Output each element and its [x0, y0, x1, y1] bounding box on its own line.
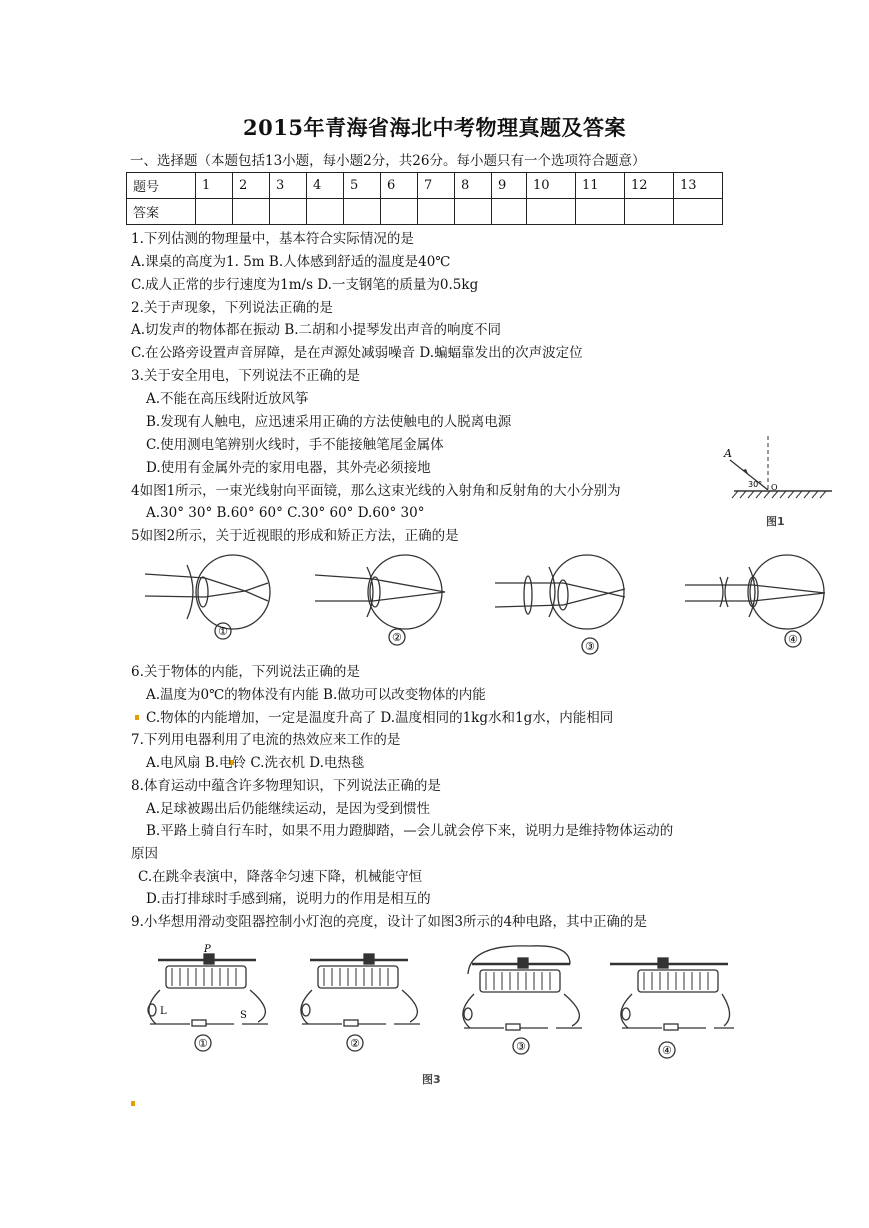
question-options: A.30° 30° B.60° 60° C.30° 60° D.60° 30°: [146, 505, 425, 521]
question-option: B.发现有人触电，应迅速采用正确的方法使触电的人脱离电源: [146, 414, 512, 430]
slider-label: P: [204, 944, 211, 955]
table-row: [127, 173, 723, 199]
answer-table: [126, 172, 723, 225]
switch-label: S: [240, 1010, 247, 1021]
question-option: D.击打排球时手感到痛，说明力的作用是相互的: [146, 891, 431, 907]
table-cell: 9: [492, 173, 527, 199]
answer-cell[interactable]: [270, 199, 307, 225]
eye-diagram-4: [685, 555, 825, 647]
question-text: 5如图2所示，关于近视眼的形成和矫正方法，正确的是: [131, 528, 459, 544]
table-row: [127, 199, 723, 225]
question-option: C.使用测电笔辨别火线时，手不能接触笔尾金属体: [146, 437, 444, 453]
mirror-hatching: [732, 491, 826, 498]
section-header: 一、选择题（本题包括13小题，每小题2分，共26分。每小题只有一个选项符合题意）: [130, 153, 646, 169]
circuit-diagram-3: [463, 946, 582, 1054]
table-cell: 答案: [127, 199, 196, 225]
question-option: A.足球被踢出后仍能继续运动，是因为受到惯性: [146, 801, 431, 817]
question-options: A.电风扇 B.电铃 C.洗衣机 D.电热毯: [146, 755, 365, 771]
question-option: 原因: [131, 846, 158, 862]
circuit-diagram-4: [610, 958, 734, 1058]
circuit-label: ②: [350, 1037, 360, 1050]
circuit-label: ④: [662, 1044, 672, 1057]
table-cell: 7: [418, 173, 455, 199]
question-option: B.平路上骑自行车时，如果不用力蹬脚踏，—会儿就会停下来，说明力是维持物体运动的: [146, 823, 674, 839]
question-option: D.使用有金属外壳的家用电器，其外壳必须接地: [146, 460, 431, 476]
eye-diagram-2: [315, 555, 445, 645]
answer-cell[interactable]: [492, 199, 527, 225]
question-text: 8.体育运动中蕴含许多物理知识，下列说法正确的是: [131, 778, 441, 794]
answer-cell[interactable]: [418, 199, 455, 225]
ray-arrow-icon: [743, 469, 749, 476]
table-cell: 4: [307, 173, 344, 199]
circuit-label: ③: [516, 1040, 526, 1053]
question-options: A.课桌的高度为1. 5m B.人体感到舒适的温度是40℃: [131, 254, 451, 270]
circuit-diagram-2: [301, 954, 420, 1051]
table-cell: 10: [527, 173, 576, 199]
table-cell: 1: [196, 173, 233, 199]
circuit-diagram-1: [148, 954, 268, 1051]
page-title: 2015年青海省海北中考物理真题及答案: [243, 115, 626, 140]
figure-3-circuit-diagrams: [130, 940, 740, 1090]
question-text: 2.关于声现象，下列说法正确的是: [131, 300, 333, 316]
table-cell: 6: [381, 173, 418, 199]
answer-cell[interactable]: [576, 199, 625, 225]
answer-cell[interactable]: [196, 199, 233, 225]
table-cell: 12: [625, 173, 674, 199]
eye-label: ①: [218, 625, 228, 638]
answer-cell[interactable]: [527, 199, 576, 225]
question-options: A.切发声的物体都在振动 B.二胡和小提琴发出声音的响度不同: [131, 322, 502, 338]
eye-diagram-3: [495, 555, 625, 654]
answer-cell[interactable]: [344, 199, 381, 225]
stray-mark: [131, 1101, 135, 1106]
eye-label: ③: [585, 640, 595, 653]
point-o-label: O: [771, 483, 778, 492]
figure-1-mirror-diagram: [716, 436, 838, 532]
question-text: 1.下列估测的物理量中，基本符合实际情况的是: [131, 231, 414, 247]
answer-cell[interactable]: [233, 199, 270, 225]
table-cell: 3: [270, 173, 307, 199]
question-text: 9.小华想用滑动变阻器控制小灯泡的亮度，设计了如图3所示的4种电路，其中正确的是: [131, 914, 648, 930]
answer-cell[interactable]: [625, 199, 674, 225]
stray-mark: [135, 715, 139, 720]
answer-cell[interactable]: [455, 199, 492, 225]
question-text: 7.下列用电器利用了电流的热效应来工作的是: [131, 732, 401, 748]
question-options: C.成人正常的步行速度为1m/s D.一支钢笔的质量为0.5kg: [131, 277, 479, 293]
table-cell: 题号: [127, 173, 196, 199]
answer-cell[interactable]: [381, 199, 418, 225]
eye-label: ②: [392, 631, 402, 644]
answer-cell[interactable]: [307, 199, 344, 225]
answer-cell[interactable]: [674, 199, 723, 225]
circuit-label: ①: [198, 1037, 208, 1050]
question-text: 4如图1所示，一束光线射向平面镜，那么这束光线的入射角和反射角的大小分别为: [131, 483, 621, 499]
figure-caption: 图1: [766, 515, 785, 528]
question-text: 3.关于安全用电，下列说法不正确的是: [131, 368, 360, 384]
eye-diagram-1: [145, 555, 270, 639]
table-cell: 13: [674, 173, 723, 199]
question-option: A.不能在高压线附近放风筝: [146, 391, 309, 407]
question-options: C.物体的内能增加，一定是温度升高了 D.温度相同的1kg水和1g水，内能相同: [146, 710, 614, 726]
lamp-label: L: [160, 1006, 167, 1017]
figure-2-eye-diagrams: [145, 545, 835, 660]
table-cell: 5: [344, 173, 381, 199]
question-options: A.温度为0℃的物体没有内能 B.做功可以改变物体的内能: [146, 687, 486, 703]
point-a-label: A: [724, 447, 732, 460]
question-option: C.在跳伞表演中，降落伞匀速下降，机械能守恒: [138, 869, 423, 885]
question-options: C.在公路旁设置声音屏障，是在声源处减弱噪音 D.蝙蝠靠发出的次声波定位: [131, 345, 583, 361]
figure-caption: 图3: [422, 1073, 441, 1086]
table-cell: 8: [455, 173, 492, 199]
table-cell: 2: [233, 173, 270, 199]
question-text: 6.关于物体的内能，下列说法正确的是: [131, 664, 360, 680]
table-cell: 11: [576, 173, 625, 199]
angle-label: 30°: [748, 480, 763, 489]
eye-label: ④: [788, 633, 798, 646]
